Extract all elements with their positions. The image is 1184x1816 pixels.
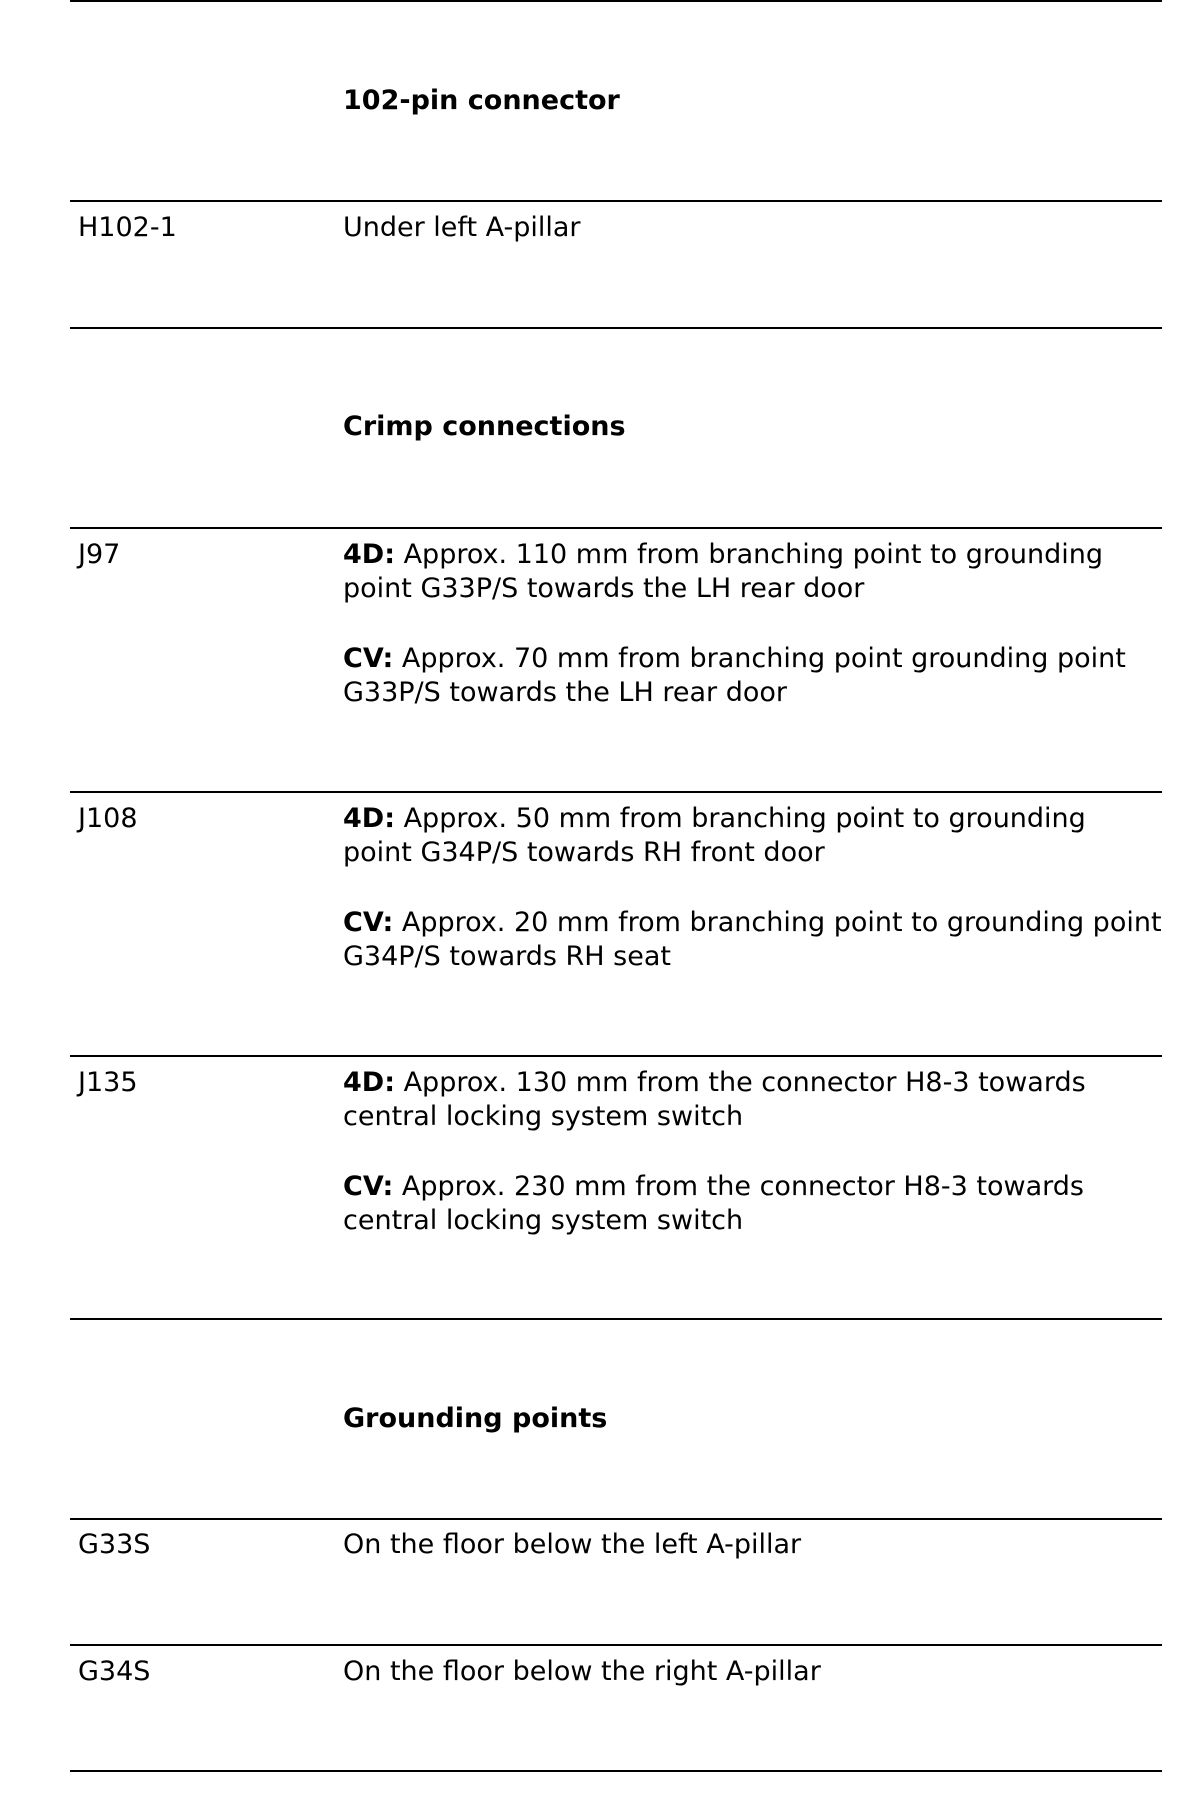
row-description-j108 [343, 802, 1163, 974]
variant-tag: 4D: [343, 539, 395, 570]
section-heading-grounding: Grounding points [343, 1403, 608, 1434]
variant-tag: CV: [343, 643, 394, 674]
row-code-h102-1: H102-1 [78, 212, 177, 243]
row-code-g34s: G34S [78, 1656, 151, 1687]
variant-tag: 4D: [343, 1067, 395, 1098]
section-heading-connector: 102-pin connector [343, 85, 620, 116]
table-rule [70, 1644, 1162, 1646]
table-rule-bottom [70, 1770, 1162, 1772]
variant-tag: CV: [343, 1171, 394, 1202]
table-rule [70, 327, 1162, 329]
variant-cv-note [343, 642, 1163, 710]
variant-text: Approx. 50 mm from branching point to grounding point G34P/S towards RH front door [343, 803, 1086, 868]
table-rule [70, 1518, 1162, 1520]
row-description-j135 [343, 1066, 1163, 1238]
row-code-j108: J108 [78, 803, 138, 834]
table-rule [70, 791, 1162, 793]
variant-text: Approx. 110 mm from branching point to grounding point G33P/S towards the LH rear door [343, 539, 1103, 604]
variant-cv-note [343, 906, 1163, 974]
row-description-g34s: On the floor below the right A-pillar [343, 1656, 821, 1687]
variant-tag: 4D: [343, 803, 395, 834]
variant-text: Approx. 230 mm from the connector H8-3 towards central locking system switch [343, 1171, 1084, 1236]
variant-tag: CV: [343, 907, 394, 938]
variant-text: Approx. 130 mm from the connector H8-3 towards central locking system switch [343, 1067, 1086, 1132]
row-code-g33s: G33S [78, 1529, 151, 1560]
section-heading-crimp: Crimp connections [343, 411, 626, 442]
row-description-g33s: On the floor below the left A-pillar [343, 1529, 802, 1560]
row-code-j97: J97 [78, 539, 121, 570]
table-rule [70, 527, 1162, 529]
variant-text: Approx. 70 mm from branching point grounding point G33P/S towards the LH rear door [343, 643, 1126, 708]
row-code-j135: J135 [78, 1067, 138, 1098]
table-rule [70, 200, 1162, 202]
variant-4d-note [343, 1066, 1163, 1134]
variant-4d-note [343, 802, 1163, 870]
table-rule [70, 1055, 1162, 1057]
row-description-h102-1: Under left A-pillar [343, 212, 581, 243]
variant-text: Approx. 20 mm from branching point to grounding point G34P/S towards RH seat [343, 907, 1162, 972]
variant-cv-note [343, 1170, 1163, 1238]
table-rule [70, 1318, 1162, 1320]
table-rule-top [70, 0, 1162, 2]
row-description-j97 [343, 538, 1163, 710]
variant-4d-note [343, 538, 1163, 606]
